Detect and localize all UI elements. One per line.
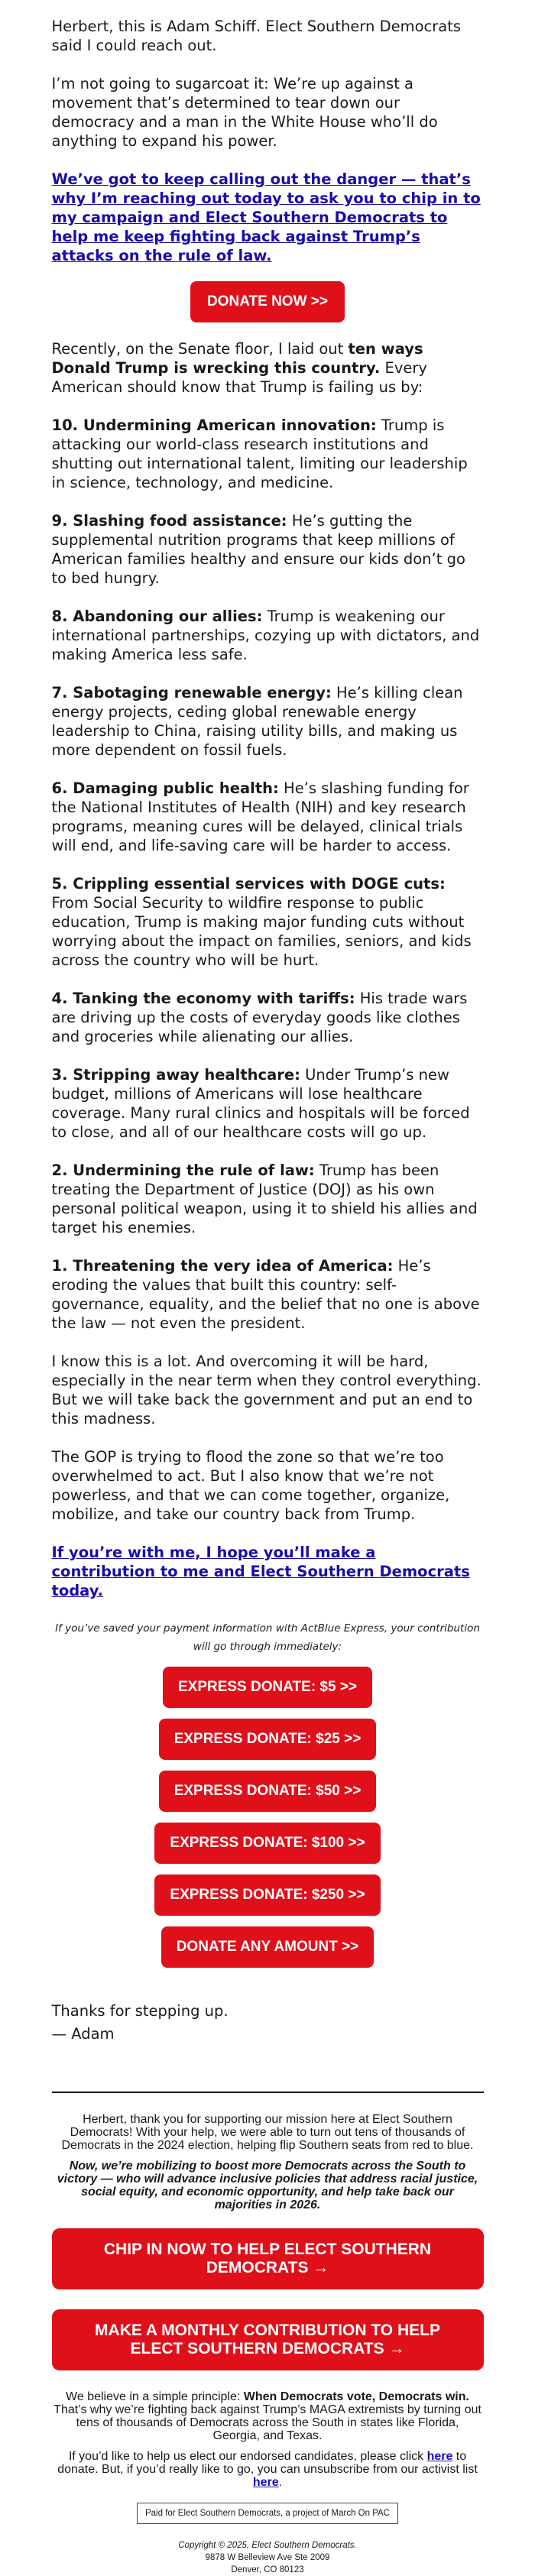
closing-paragraph: The GOP is trying to flood the zone so that we’re too overwhelmed to act. But I also know that we’re not powerless, and that we can come together, organize, mobilize, and take our country back from Trump. [51, 1448, 450, 1523]
list-item: 2. Undermining the rule of law: Trump has been treating the Department of Justice (DOJ) as his own personal political weapon, using it to shield his allies and target his enemies. [51, 1162, 478, 1236]
express-donate-250-button[interactable]: EXPRESS DONATE: $250 >> [154, 1874, 380, 1916]
signoff-thanks: Thanks for stepping up. [51, 2002, 229, 2020]
monthly-contribution-button[interactable]: MAKE A MONTHLY CONTRIBUTION TO HELP ELECT SOUTHERN DEMOCRATS → [52, 2309, 484, 2370]
divider [52, 2092, 484, 2093]
paid-for-disclaimer: Paid for Elect Southern Democrats, a project of March On PAC [137, 2503, 398, 2524]
list-item: 9. Slashing food assistance: He’s gutting the supplemental nutrition programs that keep millions of American families healthy and ensure our kids don’t go to bed hungry. [51, 512, 465, 587]
list-item: 10. Undermining American innovation: Trump is attacking our world-class research institutions and shutting out international talent, limiting our leadership in science, technology, and medicine. [51, 416, 468, 491]
list-item: 6. Damaging public health: He’s slashing funding for the National Institutes of Health (NIH) and key research programs, meaning cures will be delayed, clinical trials will end, and life-saving care will be harder to access. [51, 779, 469, 854]
express-donate-100-button[interactable]: EXPRESS DONATE: $100 >> [154, 1823, 380, 1864]
unsubscribe-link[interactable]: here [252, 2476, 279, 2489]
list-item: 4. Tanking the economy with tariffs: His trade wars are driving up the costs of everyday goods like clothes and groceries while alienating our allies. [51, 990, 468, 1045]
footer-address [52, 2539, 484, 2576]
contribution-link[interactable]: If you’re with me, I hope you’ll make a contribution to me and Elect Southern Democrats today. [51, 1544, 470, 1599]
address-line-2: Denver, CO 80123 [231, 2565, 304, 2574]
donate-now-row [52, 284, 484, 322]
express-donate-50-button[interactable]: EXPRESS DONATE: $50 >> [159, 1771, 377, 1812]
closing-paragraph: I know this is a lot. And overcoming it will be hard, especially in the near term when they control everything. But we will take back the government and put an end to this madness. [51, 1353, 481, 1427]
donate-here-link[interactable]: here [426, 2450, 453, 2463]
footer-mission: Now, we’re mobilizing to boost more Democrats across the South to victory — who will advance inclusive policies that address racial justice, social equity, and economic opportunity, and help take back our majorities in 2026. [57, 2160, 478, 2211]
footer-thanks: Herbert, thank you for supporting our mission here at Elect Southern Democrats! With your help, we were able to turn out tens of thousands of Democrats in the 2024 election, helping flip Southern seats from red to blue. [61, 2113, 474, 2152]
signoff-name: — Adam [51, 2025, 115, 2043]
senate-paragraph: Recently, on the Senate floor, I laid out ten ways Donald Trump is wrecking this country. Every American should know that Trump is failing us by: [51, 340, 427, 396]
express-note: If you’ve saved your payment information with ActBlue Express, your contribution will go through immediately: [55, 1622, 480, 1653]
donate-now-button[interactable]: DONATE NOW >> [190, 281, 345, 322]
copyright: Copyright © 2025, Elect Southern Democrats. [178, 2541, 357, 2550]
footer-belief: We believe in a simple principle: When Democrats vote, Democrats win. That’s why we’re fighting back against Trump’s MAGA extremists by turning out tens of thousands of Democrats across the South in states like Florida, Georgia, and Texas. [54, 2390, 481, 2442]
list-item: 3. Stripping away healthcare: Under Trump’s new budget, millions of Americans will lose healthcare coverage. Many rural clinics and hospitals will be forced to close, and all of our healthcare costs will go up. [51, 1066, 470, 1141]
chip-in-button[interactable]: CHIP IN NOW TO HELP ELECT SOUTHERN DEMOCRATS → [52, 2228, 484, 2289]
express-donate-5-button[interactable]: EXPRESS DONATE: $5 >> [163, 1667, 372, 1708]
contribute-link[interactable]: We’ve got to keep calling out the danger — that’s why I’m reaching out today to ask you to chip in to my campaign and Elect Southern Democrats to help me keep fighting back against Trump’s attacks on the rule of law. [51, 170, 481, 264]
donate-any-amount-button[interactable]: DONATE ANY AMOUNT >> [161, 1926, 374, 1968]
signoff [52, 2000, 484, 2046]
email-body [52, 0, 484, 2576]
greeting: Herbert, this is Adam Schiff. Elect Southern Democrats said I could reach out. [51, 18, 462, 54]
list-item: 8. Abandoning our allies: Trump is weakening our international partnerships, cozying up with dictators, and making America less safe. [51, 608, 480, 663]
intro-paragraph: I’m not going to sugarcoat it: We’re up against a movement that’s determined to tear down our democracy and a man in the White House who’ll do anything to expand his power. [51, 75, 438, 150]
footer [52, 2113, 484, 2576]
express-donate-25-button[interactable]: EXPRESS DONATE: $25 >> [159, 1719, 377, 1760]
list-item: 5. Crippling essential services with DOGE cuts: From Social Security to wildfire response to public education, Trump is making major funding cuts without worrying about the impact on families, seniors, and kids across the country who will be hurt. [51, 875, 472, 969]
list-item: 7. Sabotaging renewable energy: He’s killing clean energy projects, ceding global renewable energy leadership to China, raising utility bills, and making us more dependent on fossil fuels. [51, 684, 463, 759]
list-item: 1. Threatening the very idea of America: He’s eroding the values that built this country: self-governance, equality, and the belief that no one is above the law — not even the president. [51, 1257, 480, 1332]
footer-help: If you’d like to help us elect our endorsed candidates, please click here to donate. But, if you’d really like to go, you can unsubscribe from our activist list here. [57, 2450, 478, 2489]
address-line-1: 9878 W Belleview Ave Ste 2009 [205, 2553, 330, 2562]
